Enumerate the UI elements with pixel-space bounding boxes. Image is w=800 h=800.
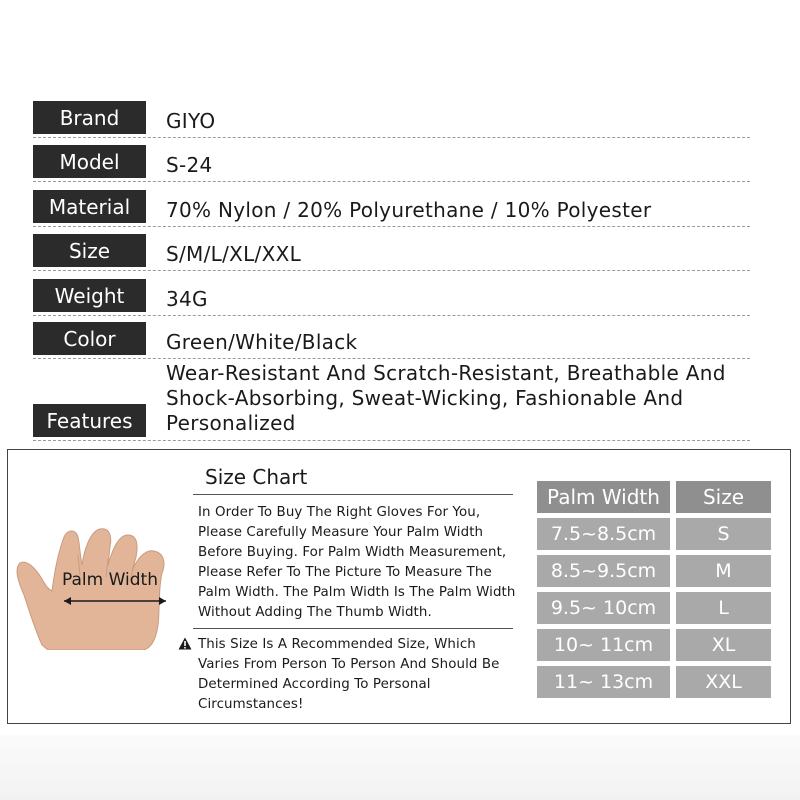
warning-icon bbox=[178, 637, 192, 650]
spec-row-material bbox=[33, 189, 750, 227]
spec-row-color bbox=[33, 322, 750, 359]
size-note: This Size Is A Recommended Size, Which Varies From Person To Person And Should Be Determined According To Personal Circumstances! bbox=[198, 637, 500, 712]
spec-row-brand bbox=[33, 100, 750, 138]
spec-label: Color bbox=[33, 322, 146, 355]
table-cell-palm-width: 7.5~8.5cm bbox=[537, 518, 670, 550]
table-cell-palm-width: 11~ 13cm bbox=[537, 666, 670, 698]
spec-label: Brand bbox=[33, 101, 146, 134]
spec-label: Size bbox=[33, 234, 146, 267]
spec-row-model bbox=[33, 145, 750, 182]
spec-value: 34G bbox=[166, 287, 208, 311]
table-header-palm-width: Palm Width bbox=[537, 481, 670, 513]
spec-row-weight bbox=[33, 278, 750, 316]
spec-value: GIYO bbox=[166, 109, 216, 133]
spec-row-size bbox=[33, 233, 750, 271]
spec-row-features bbox=[33, 362, 750, 441]
spec-value: Wear-Resistant And Scratch-Resistant, Breathable And Shock-Absorbing, Sweat-Wicking, Fashionable And Personalized bbox=[166, 361, 726, 435]
table-cell-size: S bbox=[676, 518, 771, 550]
divider bbox=[193, 628, 513, 629]
table-header-size: Size bbox=[676, 481, 771, 513]
table-cell-palm-width: 10~ 11cm bbox=[537, 629, 670, 661]
table-cell-size: M bbox=[676, 555, 771, 587]
measure-instructions: In Order To Buy The Right Gloves For You, Please Carefully Measure Your Palm Width Before Buying. For Palm Width Measurement, Please Refer To The Picture To Measure The Palm Width. The Palm Width Is The Palm Width Without Adding The Thumb Width. bbox=[198, 505, 516, 620]
table-cell-palm-width: 9.5~ 10cm bbox=[537, 592, 670, 624]
divider bbox=[193, 494, 513, 495]
table-cell-size: XL bbox=[676, 629, 771, 661]
table-cell-palm-width: 8.5~9.5cm bbox=[537, 555, 670, 587]
spec-value: 70% Nylon / 20% Polyurethane / 10% Polyester bbox=[166, 198, 652, 222]
spec-value: S/M/L/XL/XXL bbox=[166, 242, 302, 266]
background-fade bbox=[0, 735, 800, 800]
size-chart-title: Size Chart bbox=[205, 465, 308, 489]
spec-label: Model bbox=[33, 145, 146, 178]
spec-value: S-24 bbox=[166, 153, 213, 177]
spec-label: Weight bbox=[33, 279, 146, 312]
table-cell-size: XXL bbox=[676, 666, 771, 698]
palm-width-label: Palm Width bbox=[62, 570, 158, 590]
spec-label: Material bbox=[33, 190, 146, 223]
table-cell-size: L bbox=[676, 592, 771, 624]
spec-value: Green/White/Black bbox=[166, 330, 358, 354]
spec-label: Features bbox=[33, 404, 146, 437]
hand-illustration bbox=[12, 525, 177, 650]
